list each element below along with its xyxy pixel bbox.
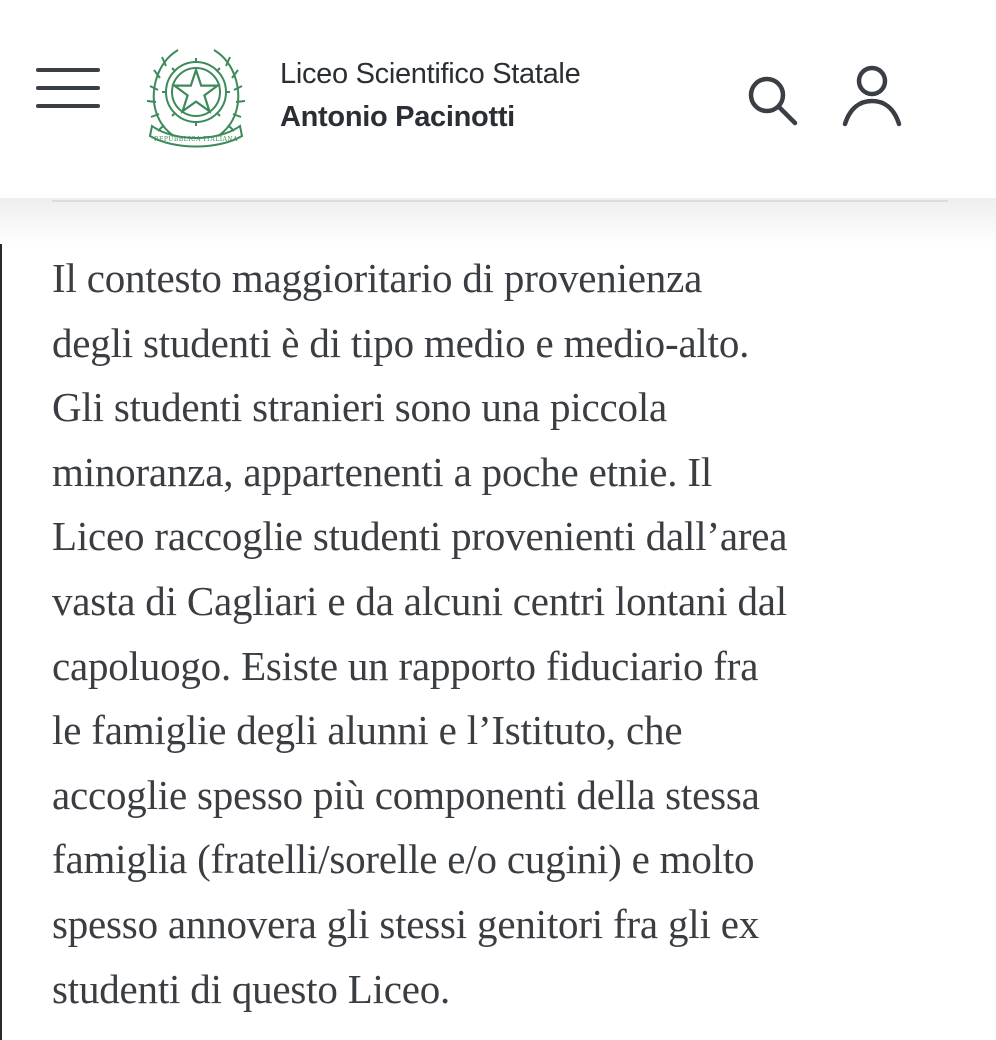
header-shadow <box>0 198 996 244</box>
search-icon[interactable] <box>746 74 800 128</box>
paragraph-line: Liceo raccoglie studenti provenienti dall’area <box>52 513 788 560</box>
paragraph-line: accoglie spesso più componenti della stessa <box>52 771 760 818</box>
paragraph-line: Il contesto maggioritario di provenienza <box>52 255 703 301</box>
header-divider <box>52 200 948 202</box>
site-header <box>0 0 996 198</box>
paragraph-line: vasta di Cagliari e da alcuni centri lontani dal <box>52 577 787 624</box>
paragraph-line: studenti di questo Liceo. <box>52 965 451 1012</box>
paragraph-line: le famiglie degli alunni e l’Istituto, che <box>52 707 683 754</box>
school-name-line1: Liceo Scientifico Statale <box>280 58 581 90</box>
paragraph-line: Gli studenti stranieri sono una piccola <box>52 384 668 431</box>
school-name[interactable] <box>280 56 580 135</box>
paragraph-line: capoluogo. Esiste un rapporto fiduciario fra <box>52 642 759 689</box>
hamburger-menu-icon[interactable] <box>36 68 100 108</box>
paragraph-line: degli studenti è di tipo medio e medio-alto. <box>52 319 750 366</box>
italian-republic-emblem-logo[interactable] <box>144 40 248 152</box>
svg-text:REPUBBLICA ITALIANA: REPUBBLICA ITALIANA <box>153 136 239 143</box>
paragraph-line: famiglia (fratelli/sorelle e/o cugini) e molto <box>52 836 755 883</box>
article-paragraph <box>52 246 982 1021</box>
paragraph-line: spesso annovera gli stessi genitori fra gli ex <box>52 900 759 947</box>
school-name-line2: Antonio Pacinotti <box>280 101 515 133</box>
user-icon[interactable] <box>840 64 904 128</box>
paragraph-line: minoranza, appartenenti a poche etnie. Il <box>52 448 713 495</box>
